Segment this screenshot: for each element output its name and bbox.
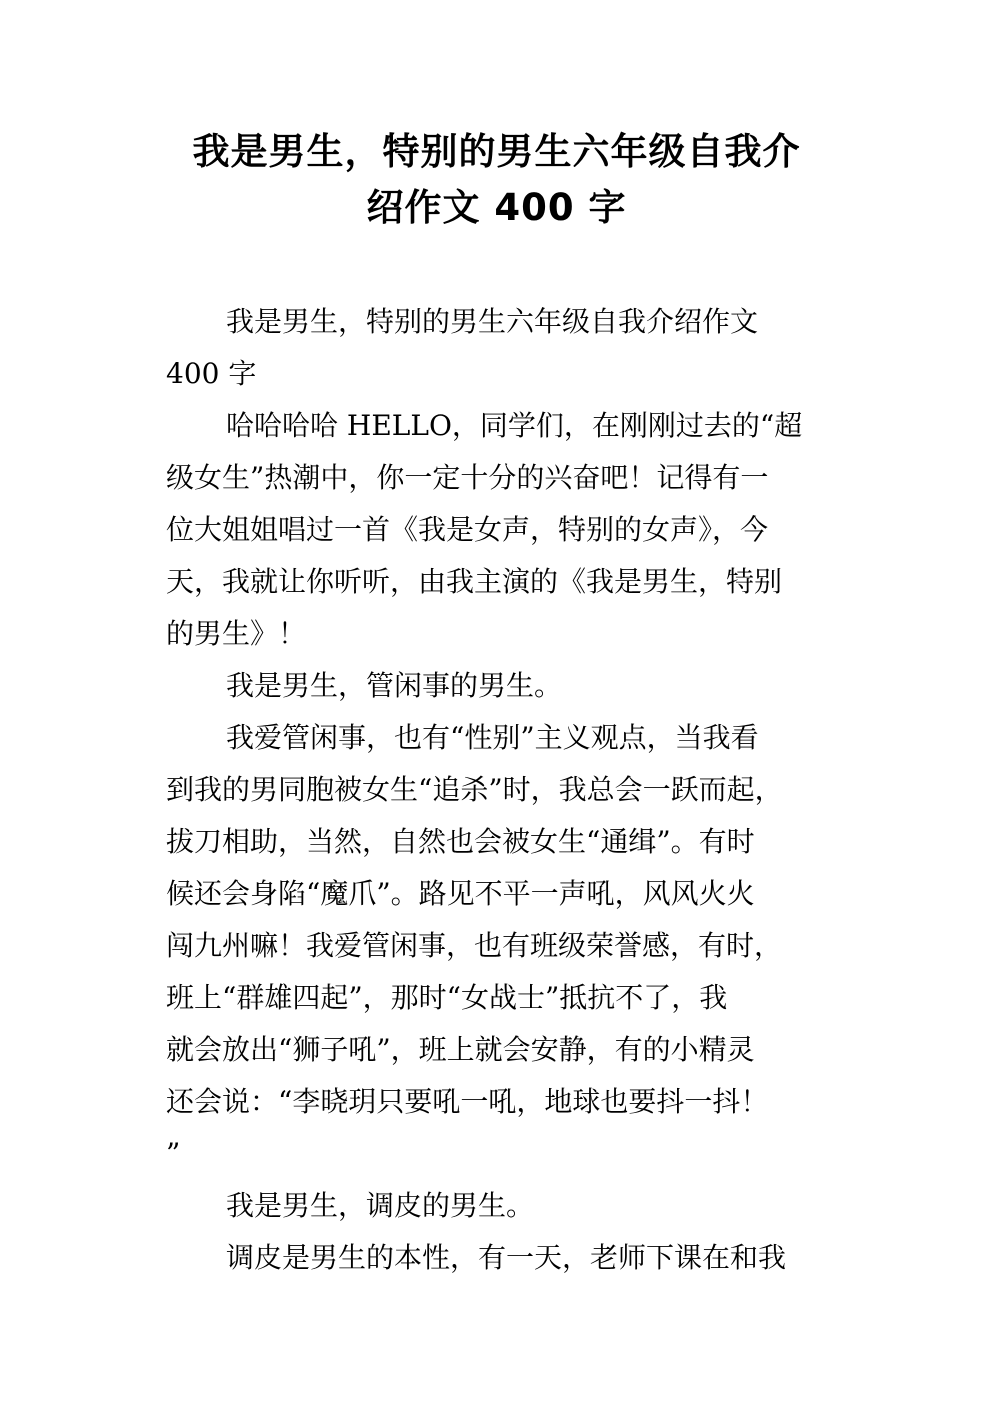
body-line: 哈哈哈哈 HELLO，同学们，在刚刚过去的“超 bbox=[226, 409, 803, 442]
body-line: 位大姐姐唱过一首《我是女声，特别的女声》，今 bbox=[166, 513, 769, 546]
title-line-2: 绍作文 400 字 bbox=[366, 186, 627, 229]
body-line: 班上“群雄四起”，那时“女战士”抵抗不了，我 bbox=[166, 981, 728, 1014]
body-line: 我是男生，调皮的男生。 bbox=[226, 1189, 535, 1222]
body-line: 闯九州嘛！我爱管闲事，也有班级荣誉感，有时， bbox=[166, 929, 783, 962]
body-line: 级女生”热潮中，你一定十分的兴奋吧！记得有一 bbox=[166, 461, 769, 494]
body-line: 我爱管闲事，也有“性别”主义观点，当我看 bbox=[226, 721, 759, 754]
body-line: 还会说：“李晓玥只要吼一吼，地球也要抖一抖！ bbox=[166, 1085, 769, 1118]
body-line: 我是男生，管闲事的男生。 bbox=[226, 669, 563, 702]
body-line: 拔刀相助，当然，自然也会被女生“通缉”。有时 bbox=[166, 825, 755, 858]
body-line: 400 字 bbox=[166, 357, 257, 390]
title-line-1: 我是男生，特别的男生六年级自我介 bbox=[192, 130, 801, 173]
body-line: 就会放出“狮子吼”，班上就会安静，有的小精灵 bbox=[166, 1033, 755, 1066]
body-line: 候还会身陷“魔爪”。路见不平一声吼，风风火火 bbox=[166, 877, 755, 910]
body-line: ” bbox=[166, 1137, 181, 1170]
body-line: 我是男生，特别的男生六年级自我介绍作文 bbox=[226, 305, 759, 338]
body-line: 的男生》！ bbox=[166, 617, 307, 650]
body-line: 天，我就让你听听，由我主演的《我是男生，特别 bbox=[166, 565, 783, 598]
body-line: 调皮是男生的本性，有一天，老师下课在和我 bbox=[226, 1241, 787, 1274]
body-line: 到我的男同胞被女生“追杀”时，我总会一跃而起， bbox=[166, 773, 783, 806]
